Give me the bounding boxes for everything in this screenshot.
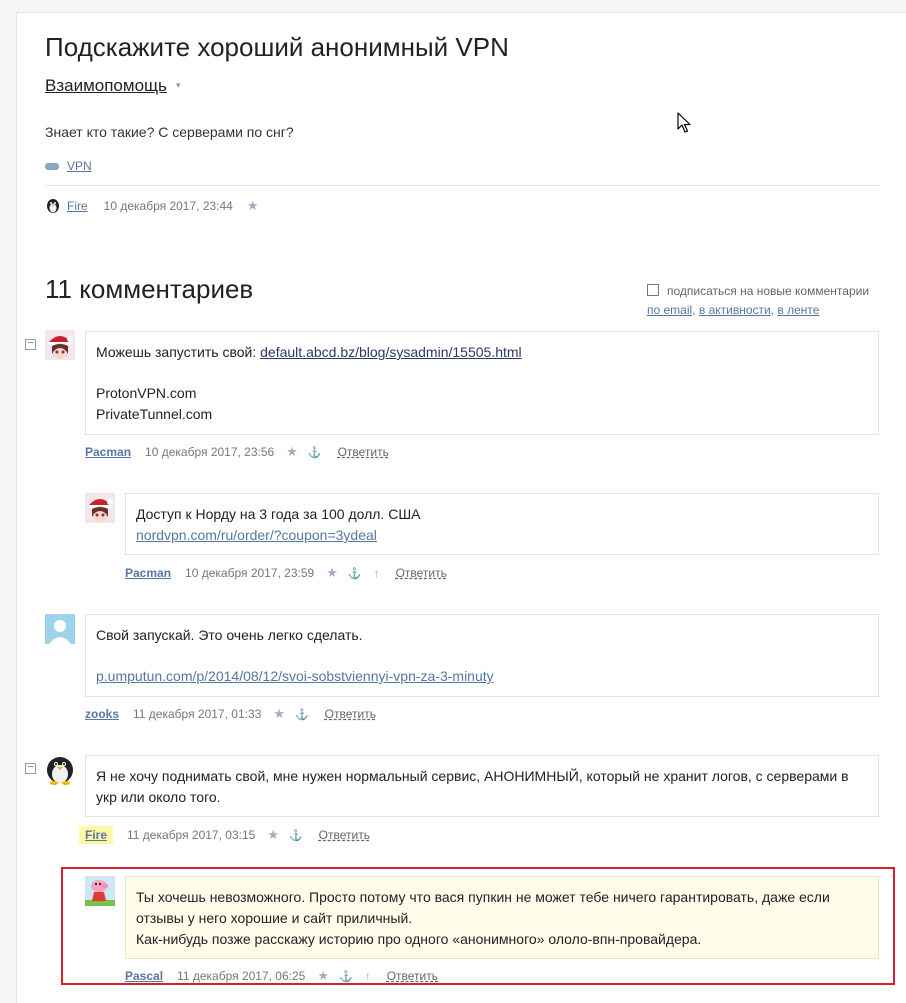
collapse-toggle[interactable]: −: [25, 339, 36, 350]
parent-arrow-icon[interactable]: ↑: [373, 566, 380, 580]
comment-author-link[interactable]: Pascal: [125, 969, 164, 983]
comment-text: Можешь запустить свой:: [96, 344, 261, 360]
subscribe-feed-link[interactable]: в ленте: [777, 303, 820, 317]
highlight-frame: [61, 867, 895, 985]
star-icon[interactable]: ★: [286, 444, 298, 459]
avatar[interactable]: [45, 614, 75, 644]
comment-meta: [125, 565, 447, 581]
anchor-icon[interactable]: ⚓: [347, 567, 362, 580]
parent-arrow-icon[interactable]: ↑: [364, 969, 371, 983]
reply-link[interactable]: Ответить: [337, 445, 389, 459]
anchor-icon[interactable]: ⚓: [294, 708, 309, 721]
comment-author-link[interactable]: zooks: [85, 707, 120, 721]
reply-link[interactable]: Ответить: [386, 969, 438, 983]
star-icon[interactable]: ★: [273, 706, 285, 721]
avatar[interactable]: [85, 493, 115, 523]
cursor-arrow-icon: [677, 112, 691, 134]
reply-link[interactable]: Ответить: [395, 566, 447, 580]
subscribe-label: подписаться на новые комментарии: [667, 284, 870, 298]
anchor-icon[interactable]: ⚓: [339, 970, 353, 983]
anchor-icon[interactable]: ⚓: [307, 446, 322, 459]
comment-author-link[interactable]: Fire: [79, 826, 113, 844]
comment-author-link[interactable]: Pacman: [85, 445, 132, 459]
comment-body: [85, 614, 879, 697]
collapse-toggle[interactable]: −: [25, 763, 36, 774]
comment-text: Свой запускай. Это очень легко сделать.: [96, 627, 363, 643]
subscribe-checkbox[interactable]: [647, 284, 659, 296]
comment-text: Как-нибудь позже расскажу историю про одного «анонимного» ололо-впн-провайдера.: [136, 931, 702, 947]
avatar[interactable]: [45, 755, 75, 785]
comment-body: [85, 331, 879, 435]
post-meta: [45, 197, 259, 215]
comment-date: 11 декабря 2017, 01:33: [133, 707, 262, 721]
comment-link[interactable]: default.abcd.bz/blog/sysadmin/15505.html: [260, 344, 522, 360]
star-icon[interactable]: ★: [267, 827, 279, 842]
comment-date: 11 декабря 2017, 03:15: [127, 828, 256, 842]
anchor-icon[interactable]: ⚓: [288, 829, 303, 842]
avatar[interactable]: [45, 330, 75, 360]
comment-text: Я не хочу поднимать свой, мне нужен нормальный сервис, АНОНИМНЫЙ, который не хранит логов, с серверами в укр или около того.: [96, 768, 849, 805]
post-body: Знает кто такие? С серверами по снг?: [45, 124, 294, 140]
tag-icon: [45, 163, 59, 170]
comment-meta: [85, 444, 389, 460]
comment-text: Доступ к Норду на 3 года за 100 долл. США: [136, 506, 421, 522]
comment-body: [125, 493, 879, 555]
comment-date: 10 декабря 2017, 23:59: [185, 566, 315, 580]
reply-link[interactable]: Ответить: [324, 707, 376, 721]
subscribe-email-link[interactable]: по email: [647, 303, 693, 317]
post-divider: [45, 185, 879, 186]
comments-title: 11 комментариев: [45, 274, 254, 304]
subscribe-option[interactable]: [647, 284, 869, 298]
subscribe-separator: ,: [770, 303, 778, 317]
comment-body: [85, 755, 879, 817]
comment-text: ProtonVPN.com: [96, 385, 197, 401]
avatar[interactable]: [45, 198, 61, 214]
comment-meta: [85, 827, 370, 843]
comment-text: PrivateTunnel.com: [96, 406, 213, 422]
post-title: Подскажите хороший анонимный VPN: [45, 32, 509, 62]
subscribe-activity-link[interactable]: в активности: [698, 303, 771, 317]
post-author-link[interactable]: Fire: [67, 199, 88, 213]
star-icon[interactable]: ★: [246, 198, 259, 213]
comment-meta: [85, 706, 376, 722]
comment-author-link[interactable]: Pacman: [125, 566, 172, 580]
chevron-down-icon[interactable]: ▾: [176, 80, 181, 90]
comment-text: Ты хочешь невозможного. Просто потому что вася пупкин не может тебе ничего гарантировать, даже если отзывы у него хорошие и сайт приличный.: [136, 889, 830, 926]
reply-link[interactable]: Ответить: [318, 828, 370, 842]
post-date: 10 декабря 2017, 23:44: [103, 199, 233, 213]
star-icon[interactable]: ★: [317, 968, 329, 983]
comment-link[interactable]: nordvpn.com/ru/order/?coupon=3ydeal: [136, 527, 377, 543]
tag-link[interactable]: VPN: [67, 159, 92, 173]
subscribe-separator: ,: [692, 303, 699, 317]
comment-link[interactable]: p.umputun.com/p/2014/08/12/svoi-sobstviennyi-vpn-za-3-minuty: [96, 668, 494, 684]
blog-link[interactable]: Взаимопомощь: [45, 76, 167, 95]
comment-date: 11 декабря 2017, 06:25: [177, 969, 306, 983]
star-icon[interactable]: ★: [326, 565, 338, 580]
subscribe-links: [647, 303, 819, 317]
comment-date: 10 декабря 2017, 23:56: [145, 445, 275, 459]
